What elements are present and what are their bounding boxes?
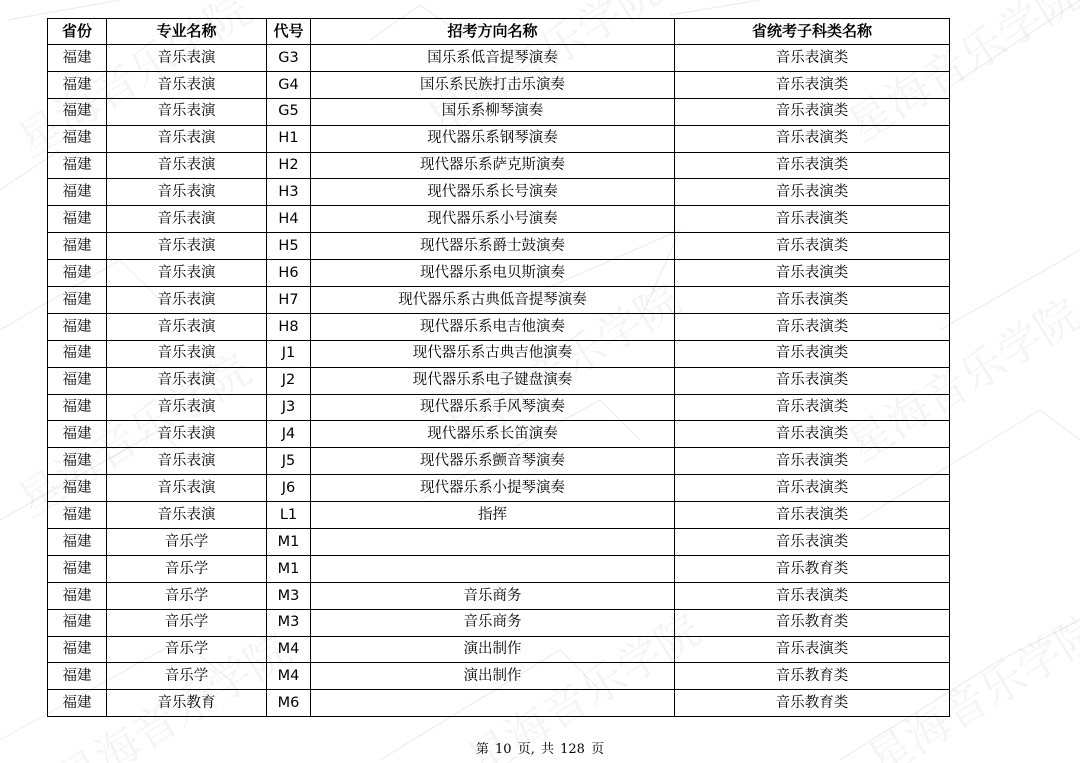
header-major-name: 专业名称 <box>107 19 267 45</box>
cell-direction-name: 演出制作 <box>311 636 675 663</box>
cell-major-name: 音乐表演 <box>107 475 267 502</box>
footer-total-prefix: 共 <box>540 742 554 757</box>
cell-exam-subcategory: 音乐表演类 <box>675 313 950 340</box>
cell-exam-subcategory: 音乐表演类 <box>675 394 950 421</box>
table-row <box>48 636 950 663</box>
cell-code: M4 <box>267 636 311 663</box>
header-province: 省份 <box>48 19 107 45</box>
cell-province: 福建 <box>48 340 107 367</box>
table-row <box>48 206 950 233</box>
cell-exam-subcategory: 音乐表演类 <box>675 502 950 529</box>
cell-exam-subcategory: 音乐表演类 <box>675 206 950 233</box>
cell-direction-name: 现代器乐系长笛演奏 <box>311 421 675 448</box>
cell-exam-subcategory: 音乐表演类 <box>675 582 950 609</box>
table-row <box>48 260 950 287</box>
cell-code: M6 <box>267 690 311 717</box>
cell-direction-name: 现代器乐系电子键盘演奏 <box>311 367 675 394</box>
cell-exam-subcategory: 音乐表演类 <box>675 287 950 314</box>
cell-code: J4 <box>267 421 311 448</box>
cell-code: H6 <box>267 260 311 287</box>
table-row <box>48 313 950 340</box>
cell-province: 福建 <box>48 125 107 152</box>
cell-direction-name: 音乐商务 <box>311 609 675 636</box>
cell-province: 福建 <box>48 367 107 394</box>
cell-province: 福建 <box>48 421 107 448</box>
table-row <box>48 475 950 502</box>
cell-province: 福建 <box>48 636 107 663</box>
cell-exam-subcategory: 音乐表演类 <box>675 45 950 72</box>
cell-major-name: 音乐学 <box>107 663 267 690</box>
cell-major-name: 音乐表演 <box>107 206 267 233</box>
cell-code: H8 <box>267 313 311 340</box>
cell-exam-subcategory: 音乐表演类 <box>675 98 950 125</box>
cell-direction-name: 现代器乐系古典低音提琴演奏 <box>311 287 675 314</box>
cell-major-name: 音乐学 <box>107 529 267 556</box>
cell-exam-subcategory: 音乐表演类 <box>675 260 950 287</box>
cell-major-name: 音乐表演 <box>107 45 267 72</box>
footer-total-pages: 128 <box>560 742 585 757</box>
cell-direction-name: 现代器乐系颤音琴演奏 <box>311 448 675 475</box>
cell-direction-name: 现代器乐系古典吉他演奏 <box>311 340 675 367</box>
table-body <box>48 45 950 717</box>
cell-major-name: 音乐表演 <box>107 502 267 529</box>
cell-code: H3 <box>267 179 311 206</box>
table-row <box>48 287 950 314</box>
cell-direction-name: 现代器乐系钢琴演奏 <box>311 125 675 152</box>
cell-direction-name: 指挥 <box>311 502 675 529</box>
cell-province: 福建 <box>48 260 107 287</box>
cell-code: H7 <box>267 287 311 314</box>
table-row <box>48 71 950 98</box>
cell-major-name: 音乐表演 <box>107 313 267 340</box>
cell-major-name: 音乐学 <box>107 555 267 582</box>
cell-province: 福建 <box>48 394 107 421</box>
cell-province: 福建 <box>48 609 107 636</box>
cell-code: J2 <box>267 367 311 394</box>
cell-code: M1 <box>267 555 311 582</box>
cell-exam-subcategory: 音乐教育类 <box>675 609 950 636</box>
cell-code: J6 <box>267 475 311 502</box>
header-code: 代号 <box>267 19 311 45</box>
cell-code: H5 <box>267 233 311 260</box>
cell-direction-name <box>311 529 675 556</box>
cell-major-name: 音乐表演 <box>107 98 267 125</box>
cell-direction-name: 国乐系低音提琴演奏 <box>311 45 675 72</box>
table-header-row <box>48 19 950 45</box>
footer-page-unit: 页, <box>517 742 535 757</box>
cell-exam-subcategory: 音乐教育类 <box>675 555 950 582</box>
table-row <box>48 125 950 152</box>
cell-province: 福建 <box>48 71 107 98</box>
cell-code: M1 <box>267 529 311 556</box>
cell-major-name: 音乐表演 <box>107 287 267 314</box>
cell-direction-name: 现代器乐系长号演奏 <box>311 179 675 206</box>
cell-province: 福建 <box>48 206 107 233</box>
table-row <box>48 340 950 367</box>
cell-code: M3 <box>267 609 311 636</box>
cell-code: L1 <box>267 502 311 529</box>
table-row <box>48 448 950 475</box>
admissions-table <box>47 18 950 717</box>
table-row <box>48 98 950 125</box>
table-row <box>48 421 950 448</box>
cell-direction-name: 现代器乐系小号演奏 <box>311 206 675 233</box>
cell-direction-name: 现代器乐系手风琴演奏 <box>311 394 675 421</box>
cell-direction-name: 现代器乐系小提琴演奏 <box>311 475 675 502</box>
cell-code: J1 <box>267 340 311 367</box>
cell-province: 福建 <box>48 555 107 582</box>
table-row <box>48 663 950 690</box>
cell-province: 福建 <box>48 233 107 260</box>
cell-code: H4 <box>267 206 311 233</box>
cell-direction-name: 演出制作 <box>311 663 675 690</box>
cell-code: J5 <box>267 448 311 475</box>
table-row <box>48 690 950 717</box>
cell-major-name: 音乐学 <box>107 636 267 663</box>
table-row <box>48 582 950 609</box>
cell-province: 福建 <box>48 448 107 475</box>
cell-major-name: 音乐表演 <box>107 367 267 394</box>
cell-exam-subcategory: 音乐表演类 <box>675 152 950 179</box>
table-row <box>48 45 950 72</box>
cell-province: 福建 <box>48 663 107 690</box>
cell-code: G5 <box>267 98 311 125</box>
cell-exam-subcategory: 音乐表演类 <box>675 448 950 475</box>
cell-major-name: 音乐表演 <box>107 233 267 260</box>
cell-direction-name: 现代器乐系爵士鼓演奏 <box>311 233 675 260</box>
cell-major-name: 音乐表演 <box>107 260 267 287</box>
table-row <box>48 179 950 206</box>
cell-major-name: 音乐表演 <box>107 448 267 475</box>
table-row <box>48 529 950 556</box>
table-row <box>48 502 950 529</box>
cell-major-name: 音乐学 <box>107 609 267 636</box>
table-row <box>48 152 950 179</box>
cell-code: H1 <box>267 125 311 152</box>
table-row <box>48 555 950 582</box>
cell-exam-subcategory: 音乐表演类 <box>675 367 950 394</box>
cell-code: J3 <box>267 394 311 421</box>
cell-code: G4 <box>267 71 311 98</box>
cell-province: 福建 <box>48 45 107 72</box>
cell-code: M4 <box>267 663 311 690</box>
cell-exam-subcategory: 音乐表演类 <box>675 421 950 448</box>
cell-exam-subcategory: 音乐表演类 <box>675 233 950 260</box>
cell-province: 福建 <box>48 313 107 340</box>
footer-total-unit: 页 <box>591 742 605 757</box>
header-exam-subcategory: 省统考子科类名称 <box>675 19 950 45</box>
table-row <box>48 233 950 260</box>
cell-code: H2 <box>267 152 311 179</box>
cell-major-name: 音乐学 <box>107 582 267 609</box>
cell-exam-subcategory: 音乐表演类 <box>675 340 950 367</box>
page-footer <box>0 738 1080 757</box>
cell-province: 福建 <box>48 98 107 125</box>
cell-province: 福建 <box>48 690 107 717</box>
cell-exam-subcategory: 音乐教育类 <box>675 663 950 690</box>
cell-code: M3 <box>267 582 311 609</box>
cell-direction-name: 现代器乐系萨克斯演奏 <box>311 152 675 179</box>
cell-province: 福建 <box>48 475 107 502</box>
cell-major-name: 音乐表演 <box>107 125 267 152</box>
cell-major-name: 音乐表演 <box>107 421 267 448</box>
cell-major-name: 音乐表演 <box>107 152 267 179</box>
cell-direction-name <box>311 690 675 717</box>
footer-page-number: 10 <box>495 742 512 757</box>
cell-province: 福建 <box>48 152 107 179</box>
cell-major-name: 音乐表演 <box>107 179 267 206</box>
footer-prefix: 第 <box>475 742 489 757</box>
cell-exam-subcategory: 音乐表演类 <box>675 529 950 556</box>
cell-province: 福建 <box>48 582 107 609</box>
table-row <box>48 367 950 394</box>
cell-major-name: 音乐表演 <box>107 340 267 367</box>
cell-code: G3 <box>267 45 311 72</box>
cell-direction-name: 音乐商务 <box>311 582 675 609</box>
cell-exam-subcategory: 音乐表演类 <box>675 636 950 663</box>
table-row <box>48 394 950 421</box>
cell-major-name: 音乐表演 <box>107 394 267 421</box>
cell-direction-name: 现代器乐系电贝斯演奏 <box>311 260 675 287</box>
cell-exam-subcategory: 音乐表演类 <box>675 179 950 206</box>
cell-exam-subcategory: 音乐表演类 <box>675 475 950 502</box>
cell-province: 福建 <box>48 502 107 529</box>
cell-direction-name <box>311 555 675 582</box>
cell-exam-subcategory: 音乐表演类 <box>675 125 950 152</box>
table-row <box>48 609 950 636</box>
cell-exam-subcategory: 音乐教育类 <box>675 690 950 717</box>
cell-province: 福建 <box>48 179 107 206</box>
cell-province: 福建 <box>48 287 107 314</box>
cell-province: 福建 <box>48 529 107 556</box>
cell-major-name: 音乐表演 <box>107 71 267 98</box>
cell-direction-name: 国乐系柳琴演奏 <box>311 98 675 125</box>
cell-direction-name: 国乐系民族打击乐演奏 <box>311 71 675 98</box>
cell-major-name: 音乐教育 <box>107 690 267 717</box>
header-direction-name: 招考方向名称 <box>311 19 675 45</box>
cell-direction-name: 现代器乐系电吉他演奏 <box>311 313 675 340</box>
cell-exam-subcategory: 音乐表演类 <box>675 71 950 98</box>
